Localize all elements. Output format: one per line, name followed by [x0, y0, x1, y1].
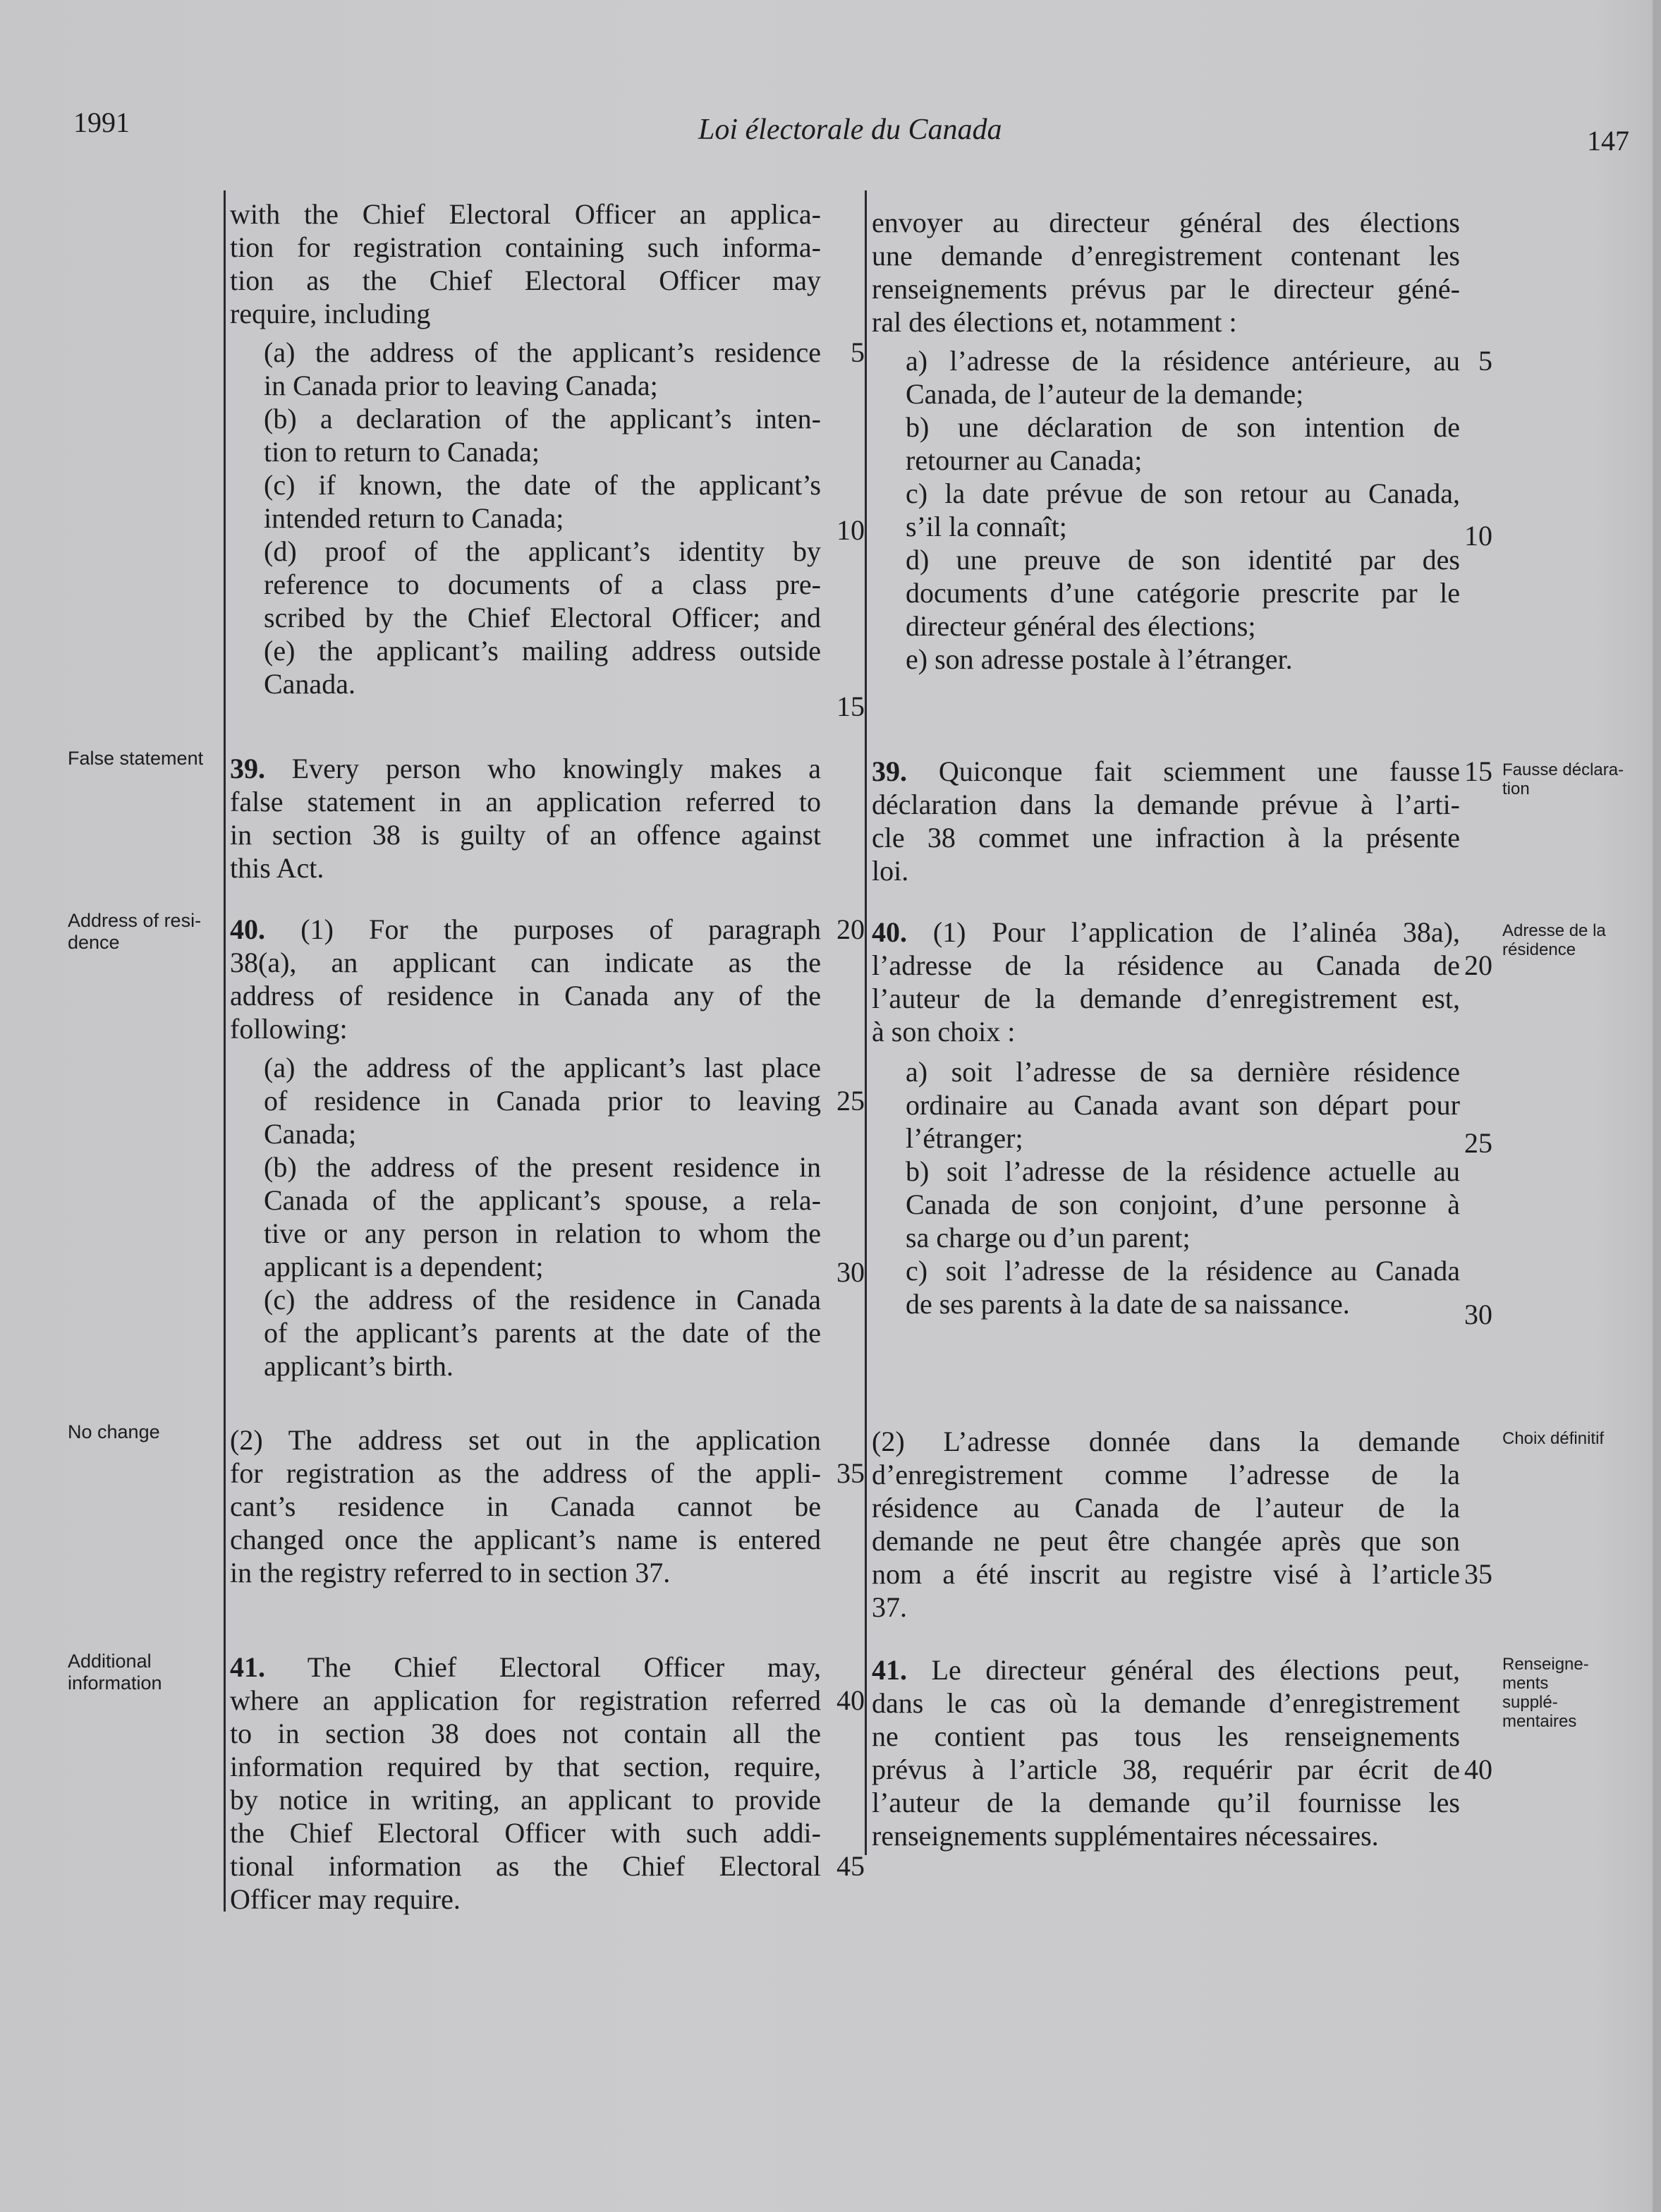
text-line: l’adresse de la résidence au Canada de [872, 949, 1460, 981]
text-line: (d) proof of the applicant’s identity by [264, 535, 821, 567]
en-section-40-1 [230, 913, 821, 1045]
text-line: this Act. [230, 852, 324, 884]
text-line: following: [230, 1013, 348, 1045]
margin-note-no-change: No change [68, 1421, 160, 1442]
text-line: for registration as the address of the appli- [230, 1457, 821, 1489]
en-section-41 [230, 1651, 821, 1916]
line-number: 20 [1464, 949, 1492, 981]
text-line: a) soit l’adresse de sa dernière résidence [906, 1056, 1460, 1088]
section-number: 41. [872, 1654, 907, 1686]
line-number: 15 [1464, 755, 1492, 787]
text-line: Canada; [264, 1118, 357, 1150]
text-line: renseignements prévus par le directeur géné- [872, 273, 1460, 305]
text-line [230, 752, 821, 785]
text-line: reference to documents of a class pre- [264, 569, 821, 600]
text-line: require, including [230, 298, 431, 329]
text-line: envoyer au directeur général des élections [872, 207, 1460, 238]
text-line: applicant is a dependent; [264, 1251, 544, 1282]
text-line: (e) the applicant’s mailing address outside [264, 635, 821, 667]
fr-section-41 [872, 1653, 1460, 1852]
text-line: b) soit l’adresse de la résidence actuelle au [906, 1155, 1460, 1187]
text-line: nom a été inscrit au registre visé à l’article [872, 1558, 1460, 1590]
header-title: Loi électorale du Canada [698, 114, 1002, 146]
text-line: (2) The address set out in the application [230, 1424, 821, 1456]
text-line: documents d’une catégorie prescrite par le [906, 577, 1460, 609]
text-line: (c) if known, the date of the applicant’s [264, 469, 821, 501]
text-line: to in section 38 does not contain all the [230, 1718, 821, 1749]
text-line: l’étranger; [906, 1122, 1023, 1154]
text-line: in Canada prior to leaving Canada; [264, 370, 658, 401]
line-number: 10 [836, 514, 865, 546]
text-line: Canada. [264, 668, 355, 700]
margin-note-address-of-residence: Address of resi- dence [68, 910, 202, 953]
text-line: une demande d’enregistrement contenant les [872, 240, 1460, 272]
line-number: 10 [1464, 520, 1492, 552]
text-line: b) une déclaration de son intention de [906, 411, 1460, 443]
line-number: 40 [836, 1684, 865, 1716]
text-line: 38(a), an applicant can indicate as the [230, 947, 821, 978]
line-number: 25 [1464, 1127, 1492, 1159]
text-line: prévus à l’article 38, requérir par écrit de [872, 1754, 1460, 1785]
text-line: (a) the address of the applicant’s residence [264, 336, 821, 368]
fr-section-40-1 [872, 916, 1460, 1048]
text-line: a) l’adresse de la résidence antérieure, au [906, 345, 1460, 377]
text-line: changed once the applicant’s name is entered [230, 1524, 821, 1555]
line-number: 40 [1464, 1754, 1492, 1785]
page-number: 147 [1587, 125, 1629, 157]
text-line: demande ne peut être changée après que son [872, 1525, 1460, 1557]
section-number: 39. [872, 755, 907, 787]
text-line: résidence au Canada de l’auteur de la [872, 1492, 1460, 1524]
text-line: s’il la connaît; [906, 511, 1067, 542]
text-line: c) soit l’adresse de la résidence au Canada [906, 1255, 1460, 1287]
text-line: tion to return to Canada; [264, 436, 540, 468]
text-line: 37. [872, 1591, 907, 1623]
fr-section-40-items [906, 1055, 1460, 1320]
line-number: 30 [836, 1256, 865, 1288]
line-number: 35 [1464, 1558, 1492, 1590]
text-line [872, 1653, 1460, 1687]
text-line: where an application for registration referred [230, 1684, 821, 1716]
text-line: cant’s residence in Canada cannot be [230, 1490, 821, 1522]
section-number: 40. [230, 913, 265, 945]
text-span: Le directeur général des élections peut, [931, 1654, 1460, 1686]
text-line: e) son adresse postale à l’étranger. [906, 643, 1293, 675]
text-line: of the applicant’s parents at the date of the [264, 1317, 821, 1349]
text-line [230, 913, 821, 946]
section-number: 41. [230, 1651, 265, 1683]
text-line: in the registry referred to in section 37. [230, 1557, 671, 1588]
en-section-38-items [264, 336, 821, 700]
header-year: 1991 [73, 107, 130, 138]
text-line: (b) a declaration of the applicant’s inten- [264, 403, 821, 435]
text-line: ne contient pas tous les renseignements [872, 1720, 1460, 1752]
text-line: by notice in writing, an applicant to provide [230, 1784, 821, 1816]
en-section-40-items [264, 1051, 821, 1382]
section-number: 39. [230, 753, 265, 784]
left-column-rule [224, 190, 226, 1912]
text-line: Officer may require. [230, 1883, 461, 1915]
line-number: 45 [836, 1850, 865, 1882]
text-line: c) la date prévue de son retour au Canada, [906, 478, 1460, 509]
margin-note-false-statement: False statement [68, 748, 204, 769]
text-line: (b) the address of the present residence in [264, 1151, 821, 1183]
text-line: dans le cas où la demande d’enregistrement [872, 1687, 1460, 1719]
text-line: sa charge ou d’un parent; [906, 1222, 1191, 1253]
text-line: d) une preuve de son identité par des [906, 544, 1460, 576]
text-line: Canada of the applicant’s spouse, a rela- [264, 1184, 821, 1216]
text-line: in section 38 is guilty of an offence against [230, 819, 821, 851]
text-line: tion as the Chief Electoral Officer may [230, 265, 821, 296]
text-line: (c) the address of the residence in Canada [264, 1284, 821, 1315]
line-number: 5 [851, 336, 865, 368]
text-line: Canada, de l’auteur de la demande; [906, 378, 1304, 410]
text-line: tion for registration containing such informa- [230, 231, 821, 263]
text-line [872, 755, 1460, 788]
section-number: 40. [872, 916, 907, 948]
en-section-39 [230, 752, 821, 885]
line-number: 20 [836, 913, 865, 945]
line-number: 25 [836, 1085, 865, 1117]
text-line: l’auteur de la demande d’enregistrement est, [872, 983, 1460, 1014]
fr-section-40-2 [872, 1425, 1460, 1624]
text-span: The Chief Electoral Officer may, [307, 1651, 821, 1683]
text-line: false statement in an application referred to [230, 786, 821, 818]
text-span: Quiconque fait sciemment une fausse [938, 755, 1460, 787]
text-line: de ses parents à la date de sa naissance. [906, 1288, 1350, 1320]
text-span: Every person who knowingly makes a [291, 753, 822, 784]
margin-note-additional-information: Additional information [68, 1651, 162, 1694]
en-section-38-intro [230, 198, 821, 330]
text-line: address of residence in Canada any of the [230, 980, 821, 1011]
text-line: retourner au Canada; [906, 444, 1143, 476]
fr-section-38-intro [872, 206, 1460, 339]
margin-note-choix-definitif: Choix définitif [1502, 1429, 1605, 1448]
line-number: 5 [1478, 345, 1492, 377]
text-line: of residence in Canada prior to leaving [264, 1085, 821, 1117]
text-line: cle 38 commet une infraction à la présente [872, 822, 1460, 853]
text-line: with the Chief Electoral Officer an applica- [230, 198, 821, 230]
text-line: (a) the address of the applicant’s last place [264, 1052, 821, 1083]
line-number: 35 [836, 1457, 865, 1489]
en-section-40-2 [230, 1423, 821, 1589]
text-line: déclaration dans la demande prévue à l’arti- [872, 789, 1460, 820]
text-span: (1) Pour l’application de l’alinéa 38a), [932, 916, 1461, 948]
text-line: directeur général des élections; [906, 610, 1256, 642]
line-number: 30 [1464, 1299, 1492, 1330]
text-line: ral des élections et, notamment : [872, 306, 1237, 338]
text-line: tional information as the Chief Electoral [230, 1850, 821, 1882]
text-line: information required by that section, require, [230, 1751, 821, 1782]
text-line: loi. [872, 855, 909, 887]
text-line [230, 1651, 821, 1684]
text-line: tive or any person in relation to whom the [264, 1217, 821, 1249]
margin-note-fausse-declaration: Fausse déclara- tion [1502, 760, 1624, 798]
center-column-rule [865, 190, 867, 1855]
margin-note-adresse-de-la-residence: Adresse de la résidence [1502, 921, 1606, 959]
text-line: applicant’s birth. [264, 1350, 454, 1382]
line-number: 15 [836, 691, 865, 722]
text-line: ordinaire au Canada avant son départ pour [906, 1089, 1460, 1121]
text-line: intended return to Canada; [264, 502, 564, 534]
margin-note-renseignements-supplementaires: Renseigne- ments supplé- mentaires [1502, 1655, 1589, 1731]
text-line: (2) L’adresse donnée dans la demande [872, 1426, 1460, 1457]
text-line: the Chief Electoral Officer with such addi- [230, 1817, 821, 1849]
fr-section-39 [872, 755, 1460, 887]
text-line: scribed by the Chief Electoral Officer; and [264, 602, 821, 633]
page-edge [1653, 0, 1661, 2212]
text-line [872, 916, 1460, 949]
text-line: Canada de son conjoint, d’une personne à [906, 1189, 1460, 1220]
fr-section-38-items [906, 344, 1460, 676]
text-line: d’enregistrement comme l’adresse de la [872, 1459, 1460, 1490]
text-line: renseignements supplémentaires nécessaires. [872, 1820, 1379, 1852]
text-line: à son choix : [872, 1016, 1016, 1047]
text-span: (1) For the purposes of paragraph [300, 913, 821, 945]
text-line: l’auteur de la demande qu’il fournisse les [872, 1787, 1460, 1818]
